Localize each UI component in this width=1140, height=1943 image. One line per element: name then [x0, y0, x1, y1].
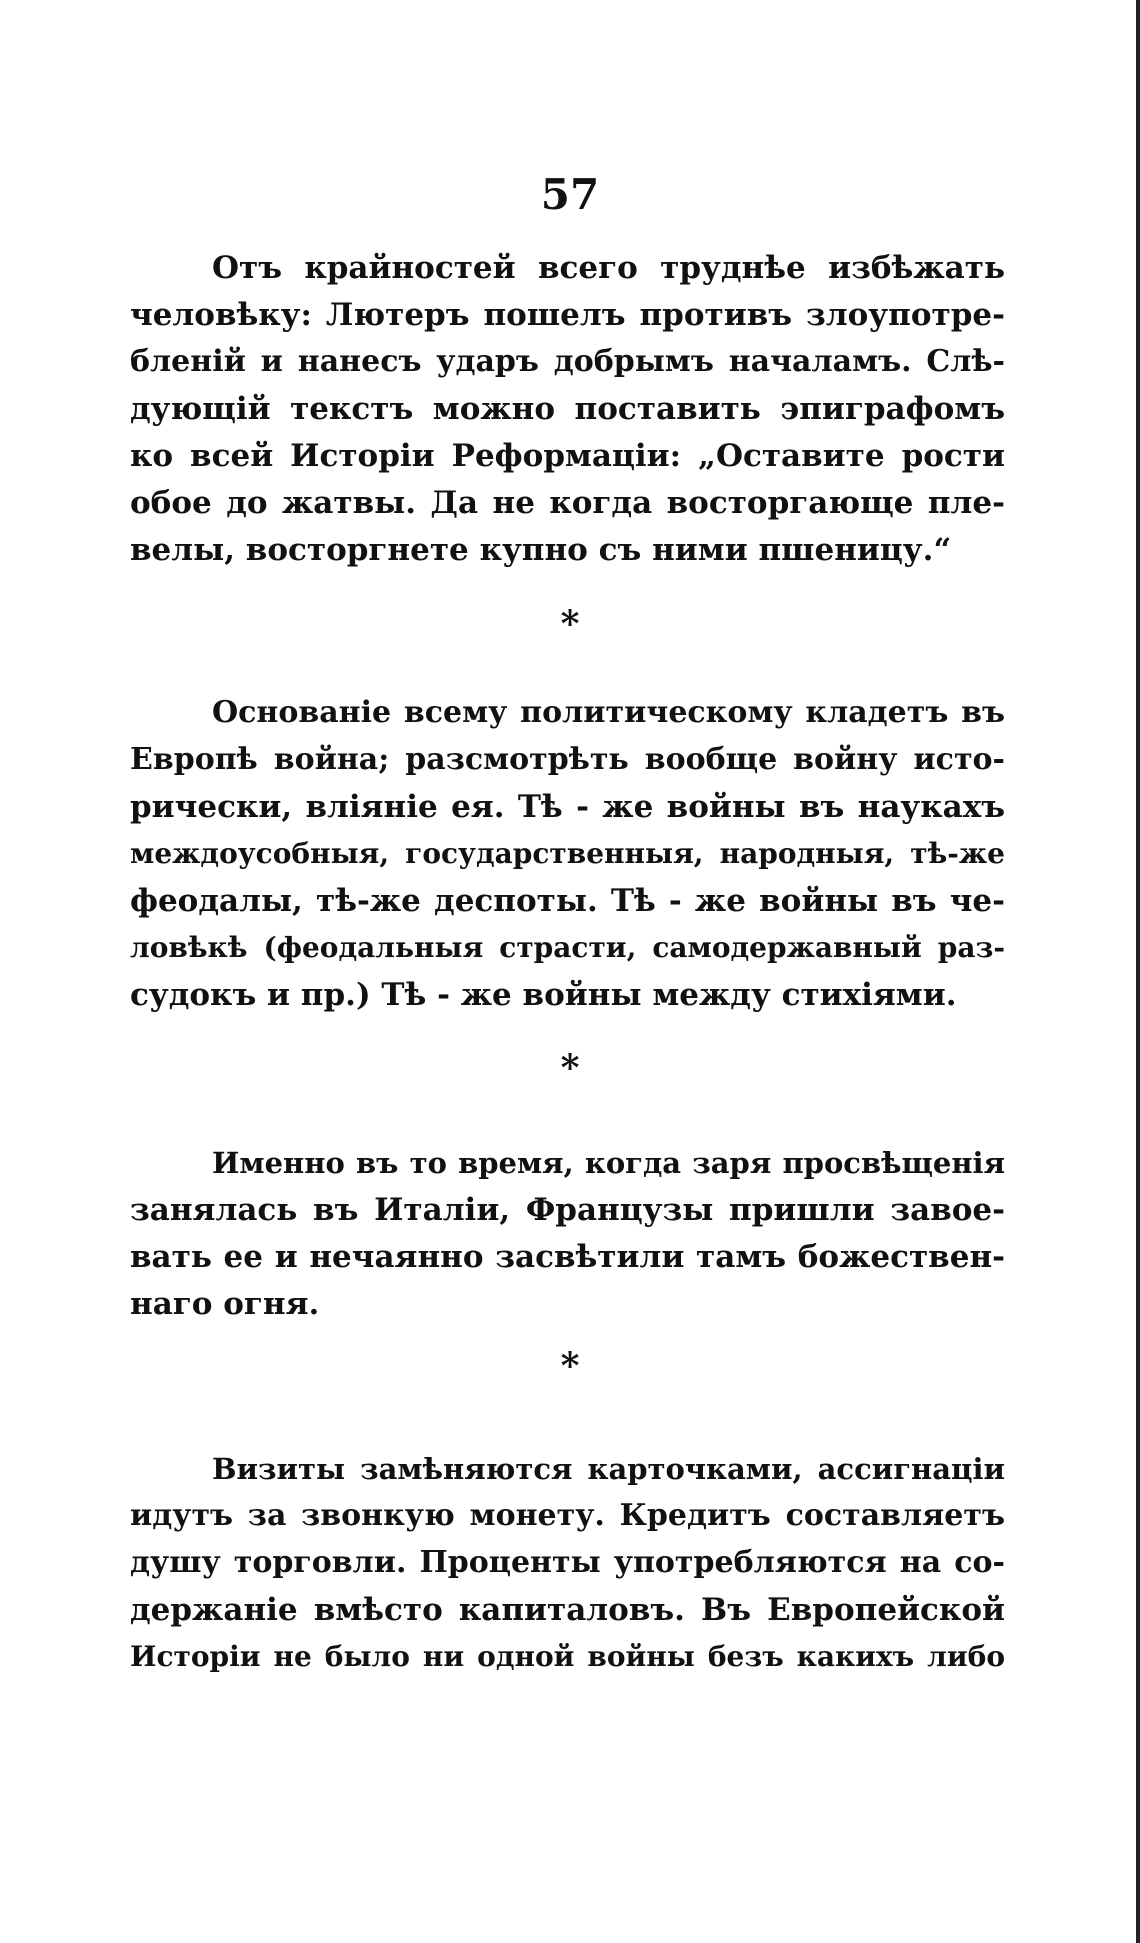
- paragraph-line: велы, восторгнете купно съ ними пшеницу.“: [130, 532, 952, 568]
- page-number: 57: [540, 170, 600, 219]
- section-separator: *: [560, 1345, 580, 1387]
- paragraph-line: идутъ за звонкую монету. Кредитъ составляетъ: [130, 1498, 1005, 1533]
- paragraph-line: рически, вліяніе ея. Тѣ - же войны въ наукахъ: [130, 789, 1005, 825]
- section-separator: *: [560, 1047, 580, 1089]
- paragraph-line: дующій текстъ можно поставить эпиграфомъ: [130, 391, 1005, 427]
- paragraph-line: человѣку: Лютеръ пошелъ противъ злоупотре-: [130, 297, 1005, 333]
- paragraph-line: междоусобныя, государственныя, народныя, тѣ-же: [130, 837, 1005, 870]
- paragraph-line: занялась въ Италіи, Французы пришли завое-: [130, 1192, 1005, 1228]
- paragraph-line: держаніе вмѣсто капиталовъ. Въ Европейской: [130, 1592, 1005, 1628]
- paragraph-line: феодалы, тѣ-же деспоты. Тѣ - же войны въ че-: [130, 883, 1005, 919]
- paragraph-line: Европѣ война; разсмотрѣть вообще войну исто-: [130, 742, 1005, 777]
- paragraph-line: бленій и нанесъ ударъ добрымъ началамъ. Слѣ-: [130, 344, 1005, 379]
- paragraph-line: судокъ и пр.) Тѣ - же войны между стихіями.: [130, 977, 957, 1013]
- paragraph-line: Визиты замѣняются карточками, ассигнаціи: [212, 1452, 1005, 1486]
- paragraph-line: ловѣкѣ (феодальныя страсти, самодержавный раз-: [130, 931, 1005, 964]
- paragraph-line: Исторіи не было ни одной войны безъ какихъ либо: [130, 1640, 1005, 1673]
- paragraph-line: вать ее и нечаянно засвѣтили тамъ божествен-: [130, 1239, 1005, 1275]
- paragraph-line: Именно въ то время, когда заря просвѣщенія: [212, 1146, 1005, 1180]
- paragraph-line: обое до жатвы. Да не когда восторгающе пле-: [130, 485, 1005, 521]
- paragraph-line: ко всей Исторіи Реформаціи: „Оставите рости: [130, 438, 1005, 474]
- paragraph-line: наго огня.: [130, 1286, 320, 1322]
- paragraph-line: Отъ крайностей всего труднѣе избѣжать: [212, 250, 1005, 286]
- paragraph-line: душу торговли. Проценты употребляются на со-: [130, 1545, 1005, 1580]
- section-separator: *: [560, 603, 580, 645]
- page-edge-shadow: [1136, 0, 1140, 1943]
- paragraph-line: Основаніе всему политическому кладетъ въ: [212, 695, 1005, 730]
